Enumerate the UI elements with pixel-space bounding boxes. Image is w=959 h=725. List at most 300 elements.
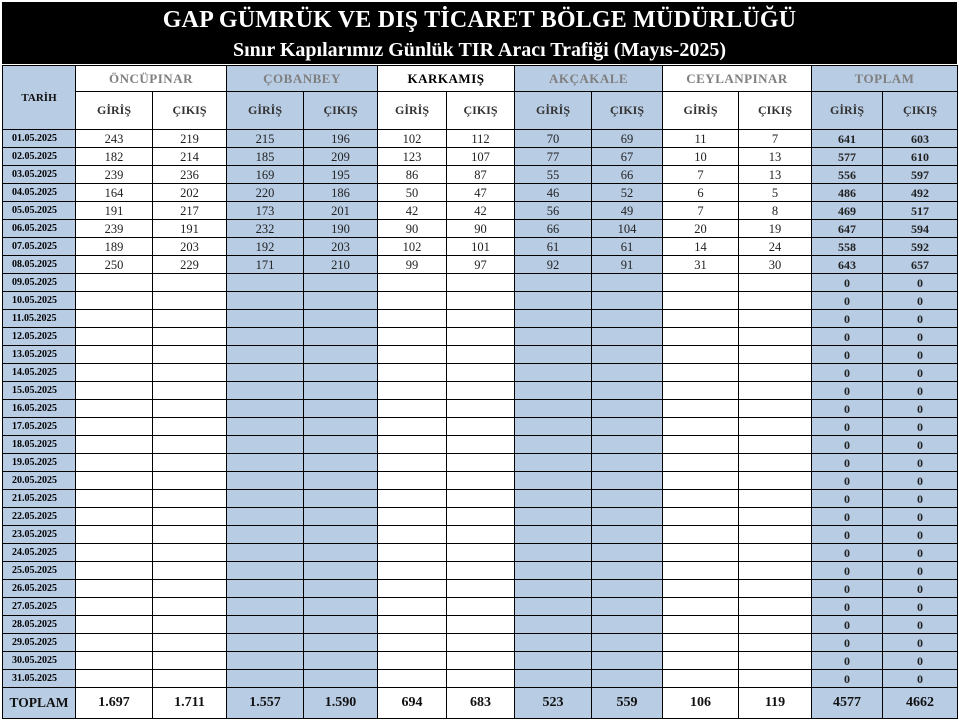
cell-cobanbey-cikis bbox=[304, 274, 378, 292]
table-row bbox=[3, 490, 958, 508]
cell-karkamis-cikis bbox=[447, 526, 515, 544]
table-row bbox=[3, 184, 958, 202]
cell-ceylanpinar-cikis bbox=[739, 346, 812, 364]
row-date: 18.05.2025 bbox=[3, 436, 76, 454]
cell-akcakale-cikis bbox=[592, 580, 663, 598]
cell-karkamis-giris: 123 bbox=[378, 148, 447, 166]
cell-cobanbey-cikis: 196 bbox=[304, 130, 378, 148]
cell-akcakale-cikis bbox=[592, 382, 663, 400]
cell-oncupinar-cikis bbox=[153, 346, 227, 364]
direction-header-toplam-giris: GİRİŞ bbox=[812, 92, 883, 130]
cell-ceylanpinar-cikis bbox=[739, 274, 812, 292]
cell-karkamis-cikis bbox=[447, 310, 515, 328]
cell-cobanbey-cikis: 186 bbox=[304, 184, 378, 202]
cell-oncupinar-giris: 164 bbox=[76, 184, 153, 202]
cell-oncupinar-cikis: 203 bbox=[153, 238, 227, 256]
cell-toplam-cikis: 0 bbox=[883, 364, 958, 382]
cell-akcakale-giris: 61 bbox=[515, 238, 592, 256]
cell-toplam-cikis: 0 bbox=[883, 616, 958, 634]
cell-oncupinar-cikis bbox=[153, 310, 227, 328]
cell-ceylanpinar-cikis: 7 bbox=[739, 130, 812, 148]
row-date: 30.05.2025 bbox=[3, 652, 76, 670]
cell-karkamis-giris bbox=[378, 292, 447, 310]
cell-karkamis-cikis: 107 bbox=[447, 148, 515, 166]
cell-karkamis-giris: 102 bbox=[378, 238, 447, 256]
report-title: GAP GÜMRÜK VE DIŞ TİCARET BÖLGE MÜDÜRLÜĞÜ bbox=[162, 7, 797, 33]
cell-karkamis-cikis bbox=[447, 670, 515, 688]
cell-akcakale-cikis bbox=[592, 274, 663, 292]
cell-karkamis-cikis bbox=[447, 436, 515, 454]
cell-karkamis-giris bbox=[378, 490, 447, 508]
cell-oncupinar-giris: 239 bbox=[76, 166, 153, 184]
table-row bbox=[3, 616, 958, 634]
cell-ceylanpinar-cikis: 19 bbox=[739, 220, 812, 238]
cell-cobanbey-giris bbox=[227, 328, 304, 346]
cell-cobanbey-giris: 192 bbox=[227, 238, 304, 256]
cell-oncupinar-cikis bbox=[153, 382, 227, 400]
gate-header-toplam: TOPLAM bbox=[812, 66, 958, 92]
cell-ceylanpinar-cikis bbox=[739, 490, 812, 508]
direction-header-karkamis-cikis: ÇIKIŞ bbox=[447, 92, 515, 130]
cell-cobanbey-cikis: 195 bbox=[304, 166, 378, 184]
cell-oncupinar-cikis: 229 bbox=[153, 256, 227, 274]
cell-karkamis-cikis bbox=[447, 418, 515, 436]
cell-ceylanpinar-cikis: 13 bbox=[739, 148, 812, 166]
cell-akcakale-giris bbox=[515, 508, 592, 526]
cell-ceylanpinar-cikis bbox=[739, 598, 812, 616]
cell-akcakale-cikis bbox=[592, 616, 663, 634]
cell-akcakale-giris: 46 bbox=[515, 184, 592, 202]
cell-toplam-giris: 641 bbox=[812, 130, 883, 148]
cell-karkamis-giris: 42 bbox=[378, 202, 447, 220]
cell-oncupinar-cikis: 217 bbox=[153, 202, 227, 220]
direction-header-ceylanpinar-giris: GİRİŞ bbox=[663, 92, 739, 130]
direction-header-oncupinar-giris: GİRİŞ bbox=[76, 92, 153, 130]
cell-ceylanpinar-giris bbox=[663, 652, 739, 670]
cell-karkamis-cikis bbox=[447, 544, 515, 562]
table-row bbox=[3, 472, 958, 490]
cell-karkamis-giris: 90 bbox=[378, 220, 447, 238]
cell-karkamis-cikis bbox=[447, 562, 515, 580]
cell-akcakale-cikis bbox=[592, 454, 663, 472]
cell-ceylanpinar-giris bbox=[663, 346, 739, 364]
cell-karkamis-cikis bbox=[447, 454, 515, 472]
cell-ceylanpinar-giris bbox=[663, 454, 739, 472]
cell-toplam-cikis: 657 bbox=[883, 256, 958, 274]
cell-oncupinar-giris: 182 bbox=[76, 148, 153, 166]
direction-header-ceylanpinar-cikis: ÇIKIŞ bbox=[739, 92, 812, 130]
cell-akcakale-cikis bbox=[592, 310, 663, 328]
cell-toplam-giris: 558 bbox=[812, 238, 883, 256]
table-row bbox=[3, 328, 958, 346]
cell-toplam-cikis: 0 bbox=[883, 544, 958, 562]
cell-cobanbey-cikis bbox=[304, 310, 378, 328]
total-oncupinar-cikis: 1.711 bbox=[153, 688, 227, 719]
cell-cobanbey-cikis bbox=[304, 328, 378, 346]
cell-ceylanpinar-cikis bbox=[739, 364, 812, 382]
table-row bbox=[3, 562, 958, 580]
cell-karkamis-cikis bbox=[447, 490, 515, 508]
cell-ceylanpinar-cikis bbox=[739, 562, 812, 580]
cell-karkamis-cikis bbox=[447, 616, 515, 634]
cell-ceylanpinar-giris bbox=[663, 670, 739, 688]
cell-toplam-giris: 0 bbox=[812, 346, 883, 364]
row-date: 07.05.2025 bbox=[3, 238, 76, 256]
total-akcakale-cikis: 559 bbox=[592, 688, 663, 719]
cell-akcakale-cikis: 66 bbox=[592, 166, 663, 184]
cell-ceylanpinar-giris bbox=[663, 544, 739, 562]
gate-header-oncupinar: ÖNCÜPINAR bbox=[76, 66, 227, 92]
cell-ceylanpinar-cikis bbox=[739, 382, 812, 400]
row-date: 05.05.2025 bbox=[3, 202, 76, 220]
cell-karkamis-giris bbox=[378, 670, 447, 688]
cell-toplam-giris: 0 bbox=[812, 616, 883, 634]
table-row bbox=[3, 598, 958, 616]
total-cobanbey-cikis: 1.590 bbox=[304, 688, 378, 719]
cell-akcakale-giris bbox=[515, 598, 592, 616]
cell-oncupinar-giris bbox=[76, 544, 153, 562]
table-row bbox=[3, 652, 958, 670]
cell-karkamis-giris bbox=[378, 436, 447, 454]
row-date: 09.05.2025 bbox=[3, 274, 76, 292]
cell-ceylanpinar-cikis bbox=[739, 670, 812, 688]
row-date: 22.05.2025 bbox=[3, 508, 76, 526]
cell-ceylanpinar-giris bbox=[663, 382, 739, 400]
cell-ceylanpinar-giris bbox=[663, 490, 739, 508]
cell-toplam-giris: 0 bbox=[812, 544, 883, 562]
cell-toplam-giris: 0 bbox=[812, 490, 883, 508]
cell-toplam-cikis: 0 bbox=[883, 292, 958, 310]
cell-karkamis-giris bbox=[378, 634, 447, 652]
cell-toplam-cikis: 0 bbox=[883, 274, 958, 292]
row-date: 24.05.2025 bbox=[3, 544, 76, 562]
cell-toplam-giris: 0 bbox=[812, 364, 883, 382]
cell-oncupinar-giris bbox=[76, 328, 153, 346]
cell-toplam-cikis: 0 bbox=[883, 652, 958, 670]
cell-ceylanpinar-giris bbox=[663, 418, 739, 436]
cell-karkamis-giris bbox=[378, 454, 447, 472]
cell-toplam-giris: 0 bbox=[812, 598, 883, 616]
cell-toplam-giris: 469 bbox=[812, 202, 883, 220]
row-date: 29.05.2025 bbox=[3, 634, 76, 652]
cell-akcakale-cikis bbox=[592, 364, 663, 382]
cell-cobanbey-cikis bbox=[304, 490, 378, 508]
cell-cobanbey-cikis: 203 bbox=[304, 238, 378, 256]
cell-oncupinar-giris: 189 bbox=[76, 238, 153, 256]
table-row bbox=[3, 634, 958, 652]
cell-ceylanpinar-cikis bbox=[739, 544, 812, 562]
cell-karkamis-giris: 86 bbox=[378, 166, 447, 184]
cell-oncupinar-giris bbox=[76, 292, 153, 310]
cell-oncupinar-giris bbox=[76, 580, 153, 598]
cell-oncupinar-giris bbox=[76, 436, 153, 454]
row-date: 06.05.2025 bbox=[3, 220, 76, 238]
cell-ceylanpinar-cikis bbox=[739, 472, 812, 490]
cell-karkamis-giris bbox=[378, 472, 447, 490]
cell-oncupinar-giris bbox=[76, 526, 153, 544]
table-row bbox=[3, 526, 958, 544]
row-date: 02.05.2025 bbox=[3, 148, 76, 166]
cell-akcakale-giris bbox=[515, 292, 592, 310]
cell-toplam-giris: 0 bbox=[812, 328, 883, 346]
cell-karkamis-giris bbox=[378, 400, 447, 418]
cell-ceylanpinar-giris bbox=[663, 364, 739, 382]
direction-header-toplam-cikis: ÇIKIŞ bbox=[883, 92, 958, 130]
cell-toplam-cikis: 0 bbox=[883, 328, 958, 346]
direction-header-cobanbey-giris: GİRİŞ bbox=[227, 92, 304, 130]
cell-oncupinar-cikis: 202 bbox=[153, 184, 227, 202]
cell-karkamis-giris bbox=[378, 328, 447, 346]
cell-akcakale-giris: 70 bbox=[515, 130, 592, 148]
cell-oncupinar-cikis bbox=[153, 472, 227, 490]
cell-oncupinar-cikis bbox=[153, 652, 227, 670]
cell-oncupinar-cikis bbox=[153, 274, 227, 292]
cell-ceylanpinar-giris bbox=[663, 292, 739, 310]
cell-toplam-giris: 0 bbox=[812, 418, 883, 436]
cell-akcakale-cikis bbox=[592, 472, 663, 490]
cell-karkamis-giris bbox=[378, 580, 447, 598]
cell-cobanbey-cikis bbox=[304, 562, 378, 580]
cell-oncupinar-cikis bbox=[153, 364, 227, 382]
total-cobanbey-giris: 1.557 bbox=[227, 688, 304, 719]
direction-header-oncupinar-cikis: ÇIKIŞ bbox=[153, 92, 227, 130]
cell-ceylanpinar-cikis: 13 bbox=[739, 166, 812, 184]
cell-oncupinar-cikis: 214 bbox=[153, 148, 227, 166]
cell-oncupinar-cikis bbox=[153, 598, 227, 616]
cell-cobanbey-giris bbox=[227, 526, 304, 544]
cell-toplam-giris: 0 bbox=[812, 472, 883, 490]
traffic-table bbox=[2, 65, 958, 719]
cell-toplam-cikis: 492 bbox=[883, 184, 958, 202]
cell-ceylanpinar-giris: 11 bbox=[663, 130, 739, 148]
cell-ceylanpinar-cikis bbox=[739, 454, 812, 472]
cell-karkamis-giris bbox=[378, 652, 447, 670]
cell-ceylanpinar-giris bbox=[663, 436, 739, 454]
cell-ceylanpinar-giris bbox=[663, 598, 739, 616]
total-karkamis-giris: 694 bbox=[378, 688, 447, 719]
cell-karkamis-cikis bbox=[447, 508, 515, 526]
cell-akcakale-giris bbox=[515, 400, 592, 418]
cell-karkamis-cikis bbox=[447, 346, 515, 364]
cell-ceylanpinar-giris bbox=[663, 310, 739, 328]
cell-cobanbey-giris bbox=[227, 454, 304, 472]
cell-cobanbey-giris bbox=[227, 346, 304, 364]
cell-cobanbey-cikis bbox=[304, 364, 378, 382]
cell-oncupinar-cikis bbox=[153, 292, 227, 310]
table-row bbox=[3, 238, 958, 256]
cell-toplam-giris: 0 bbox=[812, 454, 883, 472]
cell-oncupinar-giris: 239 bbox=[76, 220, 153, 238]
table-row bbox=[3, 418, 958, 436]
cell-akcakale-giris bbox=[515, 634, 592, 652]
cell-ceylanpinar-cikis bbox=[739, 616, 812, 634]
cell-oncupinar-giris bbox=[76, 616, 153, 634]
cell-ceylanpinar-giris bbox=[663, 472, 739, 490]
table-row bbox=[3, 292, 958, 310]
cell-cobanbey-giris bbox=[227, 598, 304, 616]
table-row bbox=[3, 436, 958, 454]
cell-toplam-giris: 0 bbox=[812, 526, 883, 544]
table-body bbox=[3, 130, 958, 688]
cell-karkamis-cikis bbox=[447, 400, 515, 418]
direction-header-cobanbey-cikis: ÇIKIŞ bbox=[304, 92, 378, 130]
cell-toplam-cikis: 0 bbox=[883, 580, 958, 598]
table-row bbox=[3, 454, 958, 472]
cell-toplam-giris: 486 bbox=[812, 184, 883, 202]
cell-oncupinar-cikis bbox=[153, 562, 227, 580]
cell-toplam-cikis: 592 bbox=[883, 238, 958, 256]
cell-akcakale-giris bbox=[515, 526, 592, 544]
cell-karkamis-giris bbox=[378, 310, 447, 328]
cell-akcakale-giris bbox=[515, 454, 592, 472]
cell-akcakale-giris bbox=[515, 364, 592, 382]
cell-oncupinar-cikis bbox=[153, 328, 227, 346]
cell-cobanbey-giris bbox=[227, 310, 304, 328]
gate-header-row bbox=[3, 66, 958, 92]
cell-toplam-cikis: 0 bbox=[883, 400, 958, 418]
cell-cobanbey-giris bbox=[227, 364, 304, 382]
cell-oncupinar-giris bbox=[76, 454, 153, 472]
cell-akcakale-cikis bbox=[592, 598, 663, 616]
cell-oncupinar-cikis bbox=[153, 616, 227, 634]
row-date: 23.05.2025 bbox=[3, 526, 76, 544]
gate-header-akcakale: AKÇAKALE bbox=[515, 66, 663, 92]
cell-cobanbey-cikis bbox=[304, 400, 378, 418]
cell-oncupinar-cikis bbox=[153, 400, 227, 418]
cell-ceylanpinar-giris bbox=[663, 580, 739, 598]
cell-toplam-giris: 0 bbox=[812, 652, 883, 670]
cell-oncupinar-cikis bbox=[153, 544, 227, 562]
cell-toplam-cikis: 0 bbox=[883, 346, 958, 364]
cell-ceylanpinar-cikis: 8 bbox=[739, 202, 812, 220]
table-row bbox=[3, 274, 958, 292]
table-row bbox=[3, 670, 958, 688]
cell-ceylanpinar-cikis bbox=[739, 436, 812, 454]
cell-karkamis-giris bbox=[378, 598, 447, 616]
cell-oncupinar-giris bbox=[76, 274, 153, 292]
cell-cobanbey-giris: 215 bbox=[227, 130, 304, 148]
cell-ceylanpinar-giris bbox=[663, 508, 739, 526]
row-date: 31.05.2025 bbox=[3, 670, 76, 688]
cell-cobanbey-giris bbox=[227, 436, 304, 454]
gate-header-ceylanpinar: CEYLANPINAR bbox=[663, 66, 812, 92]
cell-oncupinar-cikis bbox=[153, 670, 227, 688]
cell-toplam-giris: 0 bbox=[812, 292, 883, 310]
cell-akcakale-cikis bbox=[592, 418, 663, 436]
cell-karkamis-cikis bbox=[447, 652, 515, 670]
row-date: 13.05.2025 bbox=[3, 346, 76, 364]
cell-ceylanpinar-cikis bbox=[739, 652, 812, 670]
cell-karkamis-giris bbox=[378, 274, 447, 292]
cell-akcakale-cikis bbox=[592, 670, 663, 688]
row-date: 10.05.2025 bbox=[3, 292, 76, 310]
cell-ceylanpinar-cikis bbox=[739, 418, 812, 436]
cell-toplam-giris: 0 bbox=[812, 436, 883, 454]
cell-cobanbey-cikis: 201 bbox=[304, 202, 378, 220]
cell-oncupinar-cikis: 191 bbox=[153, 220, 227, 238]
row-date: 16.05.2025 bbox=[3, 400, 76, 418]
table-row bbox=[3, 508, 958, 526]
cell-oncupinar-cikis bbox=[153, 508, 227, 526]
row-date: 08.05.2025 bbox=[3, 256, 76, 274]
cell-cobanbey-cikis bbox=[304, 544, 378, 562]
cell-akcakale-giris bbox=[515, 346, 592, 364]
cell-ceylanpinar-giris: 31 bbox=[663, 256, 739, 274]
cell-toplam-giris: 647 bbox=[812, 220, 883, 238]
cell-akcakale-giris bbox=[515, 274, 592, 292]
cell-karkamis-giris bbox=[378, 616, 447, 634]
cell-akcakale-cikis bbox=[592, 634, 663, 652]
table-row bbox=[3, 310, 958, 328]
cell-akcakale-giris bbox=[515, 382, 592, 400]
cell-karkamis-cikis bbox=[447, 292, 515, 310]
row-date: 01.05.2025 bbox=[3, 130, 76, 148]
cell-oncupinar-giris: 250 bbox=[76, 256, 153, 274]
row-date: 20.05.2025 bbox=[3, 472, 76, 490]
cell-karkamis-cikis: 112 bbox=[447, 130, 515, 148]
table-row bbox=[3, 346, 958, 364]
total-row bbox=[3, 688, 958, 719]
cell-oncupinar-giris bbox=[76, 382, 153, 400]
cell-cobanbey-cikis bbox=[304, 598, 378, 616]
cell-cobanbey-giris: 232 bbox=[227, 220, 304, 238]
cell-cobanbey-giris bbox=[227, 400, 304, 418]
cell-oncupinar-cikis: 219 bbox=[153, 130, 227, 148]
cell-karkamis-cikis: 97 bbox=[447, 256, 515, 274]
total-ceylanpinar-giris: 106 bbox=[663, 688, 739, 719]
row-date: 21.05.2025 bbox=[3, 490, 76, 508]
cell-akcakale-cikis bbox=[592, 562, 663, 580]
table-row bbox=[3, 400, 958, 418]
cell-oncupinar-giris bbox=[76, 418, 153, 436]
cell-akcakale-giris bbox=[515, 490, 592, 508]
cell-ceylanpinar-cikis: 5 bbox=[739, 184, 812, 202]
cell-toplam-cikis: 0 bbox=[883, 670, 958, 688]
cell-toplam-giris: 577 bbox=[812, 148, 883, 166]
cell-cobanbey-cikis: 190 bbox=[304, 220, 378, 238]
cell-karkamis-giris bbox=[378, 382, 447, 400]
cell-oncupinar-giris bbox=[76, 670, 153, 688]
cell-cobanbey-cikis bbox=[304, 652, 378, 670]
table-row bbox=[3, 130, 958, 148]
cell-karkamis-cikis bbox=[447, 328, 515, 346]
cell-oncupinar-cikis bbox=[153, 490, 227, 508]
cell-ceylanpinar-giris: 7 bbox=[663, 202, 739, 220]
cell-ceylanpinar-cikis bbox=[739, 580, 812, 598]
total-ceylanpinar-cikis: 119 bbox=[739, 688, 812, 719]
cell-ceylanpinar-giris bbox=[663, 634, 739, 652]
cell-toplam-giris: 556 bbox=[812, 166, 883, 184]
cell-toplam-giris: 0 bbox=[812, 382, 883, 400]
cell-ceylanpinar-cikis bbox=[739, 526, 812, 544]
total-toplam-giris: 4577 bbox=[812, 688, 883, 719]
row-date: 27.05.2025 bbox=[3, 598, 76, 616]
cell-ceylanpinar-giris bbox=[663, 562, 739, 580]
cell-ceylanpinar-giris bbox=[663, 328, 739, 346]
cell-akcakale-giris bbox=[515, 616, 592, 634]
cell-toplam-cikis: 594 bbox=[883, 220, 958, 238]
cell-akcakale-giris bbox=[515, 544, 592, 562]
cell-karkamis-giris bbox=[378, 508, 447, 526]
cell-oncupinar-cikis bbox=[153, 580, 227, 598]
cell-oncupinar-cikis bbox=[153, 526, 227, 544]
cell-toplam-cikis: 0 bbox=[883, 310, 958, 328]
cell-oncupinar-giris bbox=[76, 346, 153, 364]
cell-cobanbey-cikis bbox=[304, 418, 378, 436]
cell-toplam-cikis: 0 bbox=[883, 490, 958, 508]
cell-cobanbey-cikis bbox=[304, 436, 378, 454]
cell-cobanbey-giris bbox=[227, 562, 304, 580]
